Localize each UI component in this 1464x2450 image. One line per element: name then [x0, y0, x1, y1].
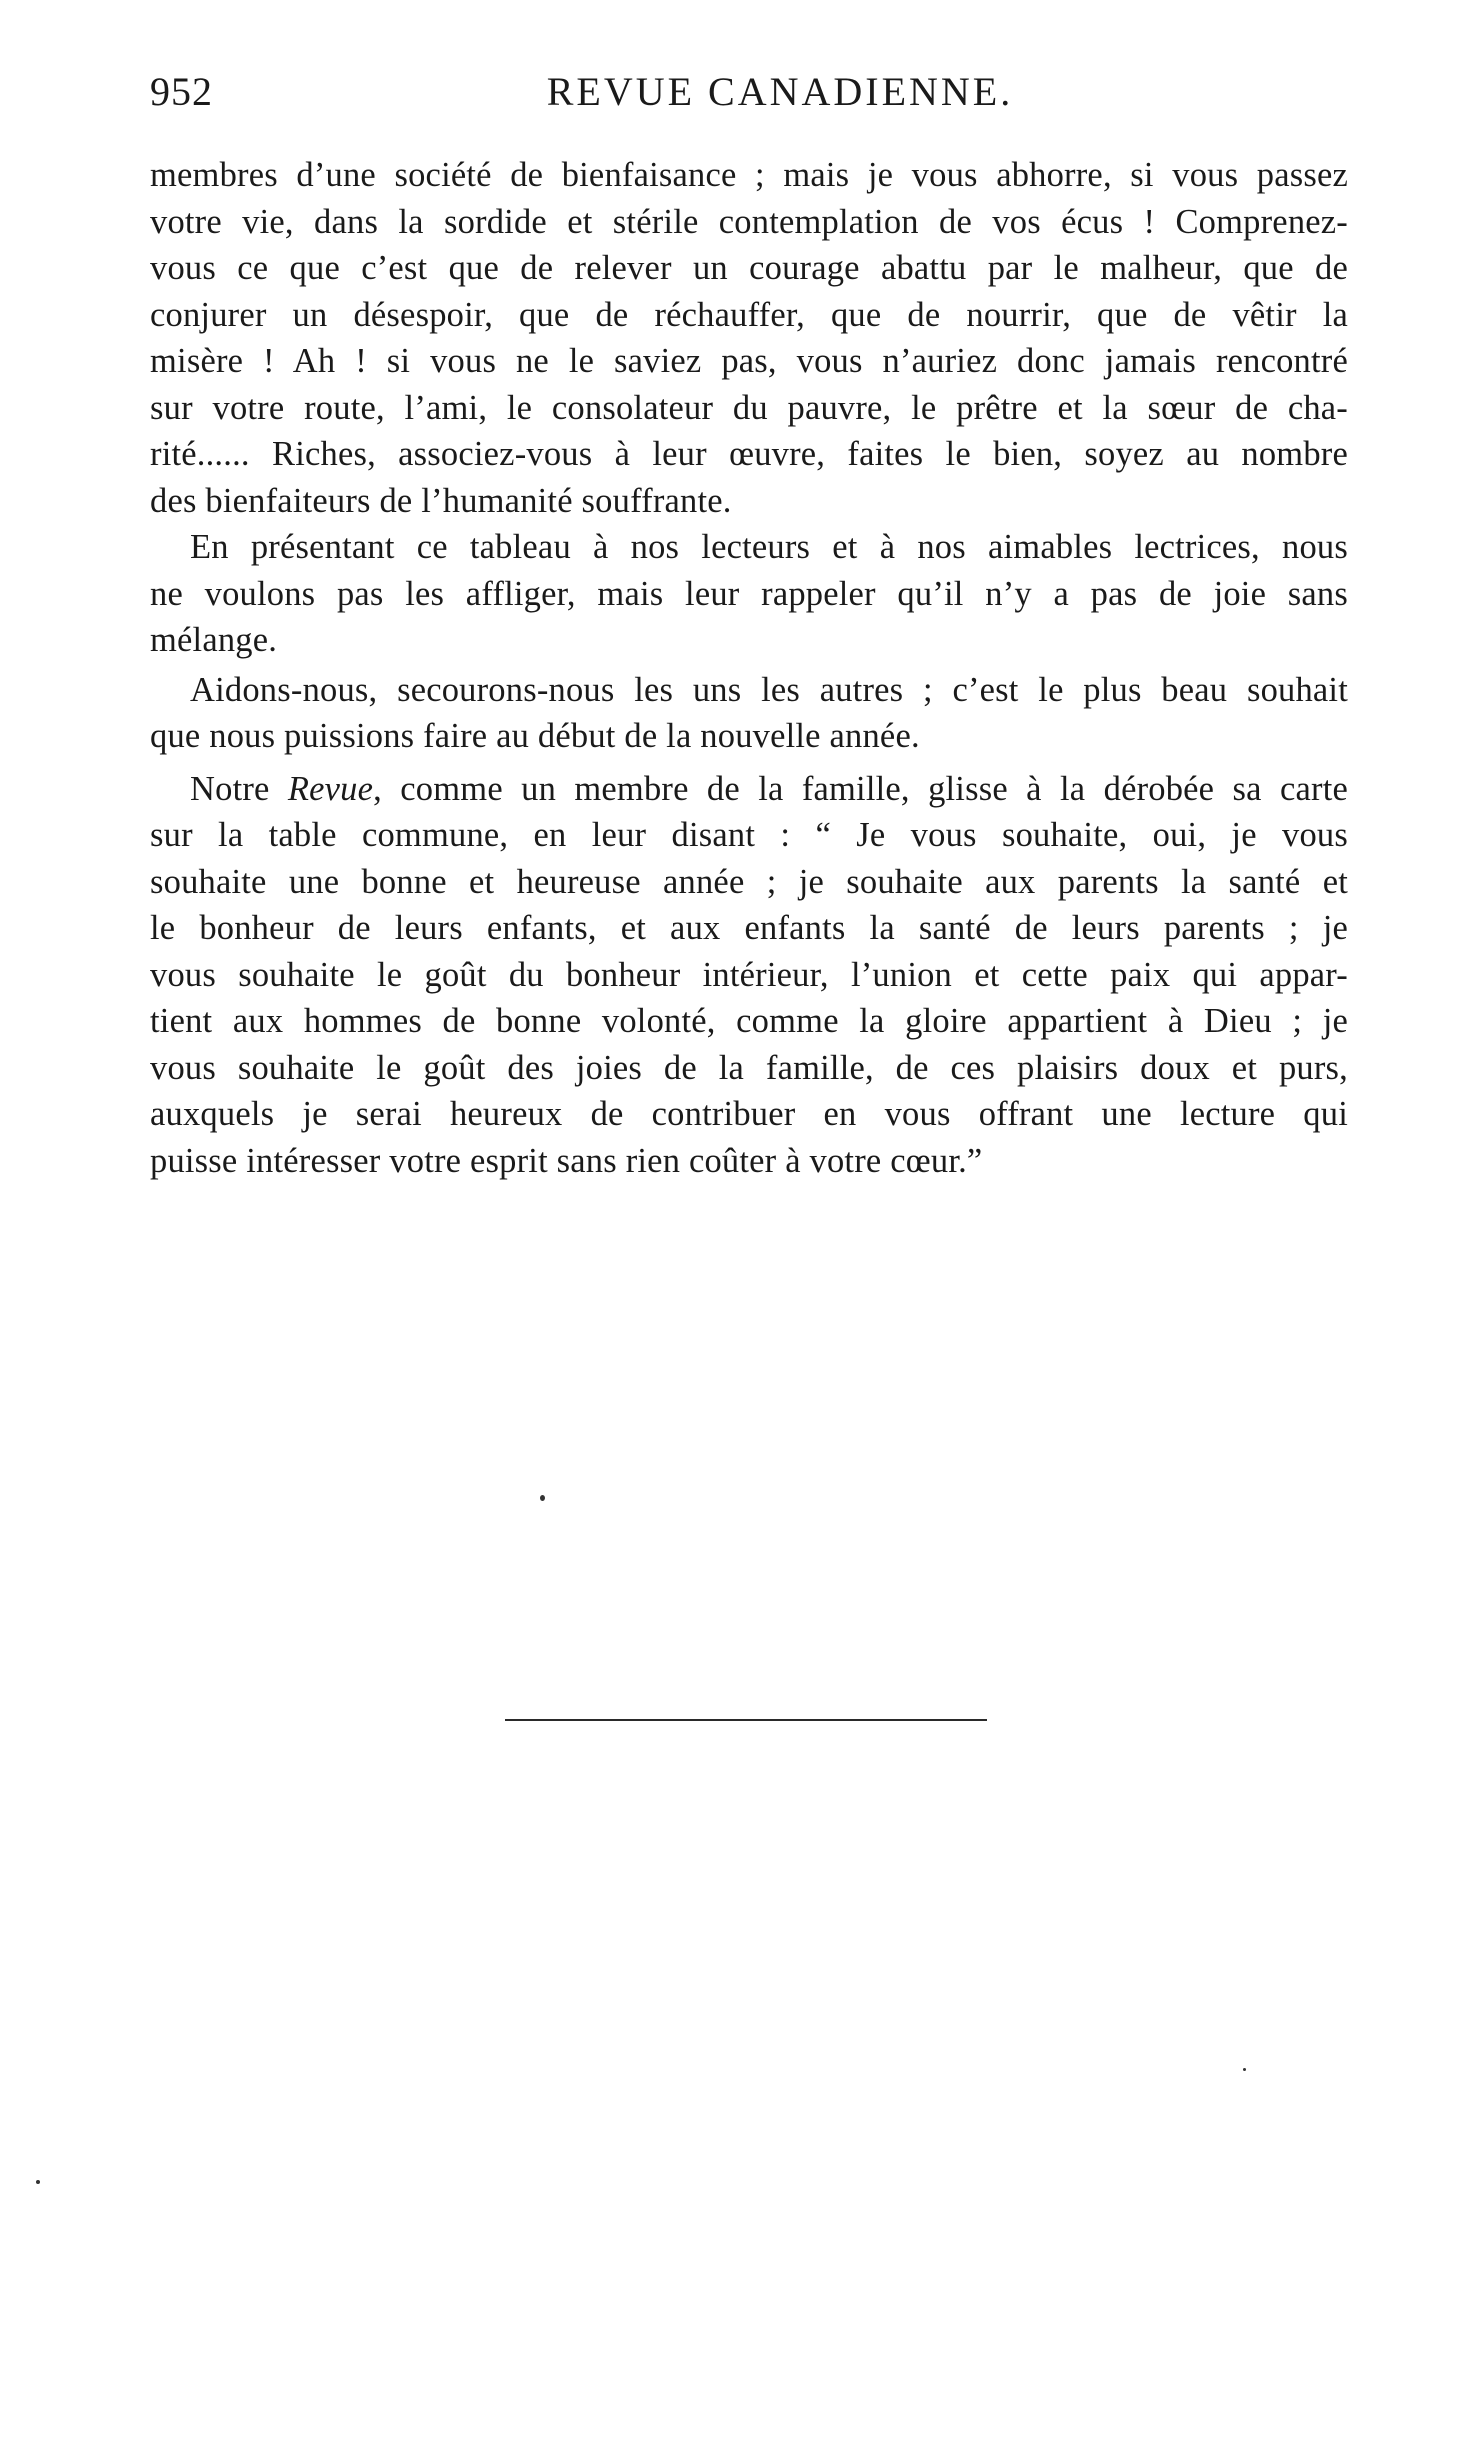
- text-line: auxquels je serai heureux de contribuer en vous offrant une lecture qui: [150, 1095, 1348, 1133]
- ink-speck: [1243, 2068, 1246, 2071]
- paragraph-3: [150, 667, 1348, 760]
- text-line: que nous puissions faire au début de la nouvelle année.: [150, 717, 920, 755]
- running-title: REVUE CANADIENNE.: [546, 69, 1014, 114]
- article-body: [150, 152, 1348, 1184]
- text-line: conjurer un désespoir, que de réchauffer, que de nourrir, que de vêtir la: [150, 295, 1348, 334]
- text-run: , comme un membre de la famille, glisse à la dérobée sa carte: [373, 769, 1348, 808]
- text-line: mélange.: [150, 621, 278, 659]
- text-line: [150, 766, 1348, 813]
- text-line: En présentant ce tableau à nos lecteurs et à nos aimables lectrices, nous: [190, 528, 1348, 566]
- text-line: des bienfaiteurs de l’humanité souffrante.: [150, 481, 732, 520]
- page-number: 952: [150, 69, 213, 114]
- text-run: Notre: [190, 769, 288, 808]
- text-line: ne voulons pas les affliger, mais leur rappeler qu’il n’y a pas de joie sans: [150, 574, 1348, 613]
- ink-speck: [36, 2180, 40, 2184]
- text-line: vous souhaite le goût du bonheur intérieur, l’union et cette paix qui appar-: [150, 955, 1348, 994]
- journal-title-italic: Revue: [287, 769, 374, 808]
- text-line: membres d’une société de bienfaisance ; mais je vous abhorre, si vous passez: [150, 156, 1348, 194]
- text-line: puisse intéresser votre esprit sans rien coûter à votre cœur.”: [150, 1141, 983, 1180]
- page-header: [150, 68, 1350, 128]
- text-line: misère ! Ah ! si vous ne le saviez pas, vous n’auriez donc jamais rencontré: [150, 342, 1348, 380]
- paragraph-1: [150, 152, 1348, 524]
- ink-speck: [540, 1495, 545, 1501]
- text-line: sur votre route, l’ami, le consolateur du pauvre, le prêtre et la sœur de cha-: [150, 388, 1348, 427]
- text-line: rité...... Riches, associez-vous à leur œuvre, faites le bien, soyez au nombre: [150, 435, 1348, 473]
- text-line: vous ce que c’est que de relever un courage abattu par le malheur, que de: [150, 249, 1348, 287]
- text-line: tient aux hommes de bonne volonté, comme la gloire appartient à Dieu ; je: [150, 1002, 1348, 1040]
- text-line: le bonheur de leurs enfants, et aux enfants la santé de leurs parents ; je: [150, 909, 1348, 947]
- paragraph-4: [150, 766, 1348, 1185]
- text-line: sur la table commune, en leur disant : “ Je vous souhaite, oui, je vous: [150, 816, 1348, 854]
- text-line: votre vie, dans la sordide et stérile contemplation de vos écus ! Comprenez-: [150, 202, 1348, 241]
- text-line: Aidons-nous, secourons-nous les uns les autres ; c’est le plus beau souhait: [190, 670, 1348, 709]
- text-line: souhaite une bonne et heureuse année ; je souhaite aux parents la santé et: [150, 862, 1348, 901]
- section-end-rule: [505, 1719, 987, 1721]
- text-line: vous souhaite le goût des joies de la famille, de ces plaisirs doux et purs,: [150, 1048, 1348, 1087]
- paragraph-2: [150, 524, 1348, 664]
